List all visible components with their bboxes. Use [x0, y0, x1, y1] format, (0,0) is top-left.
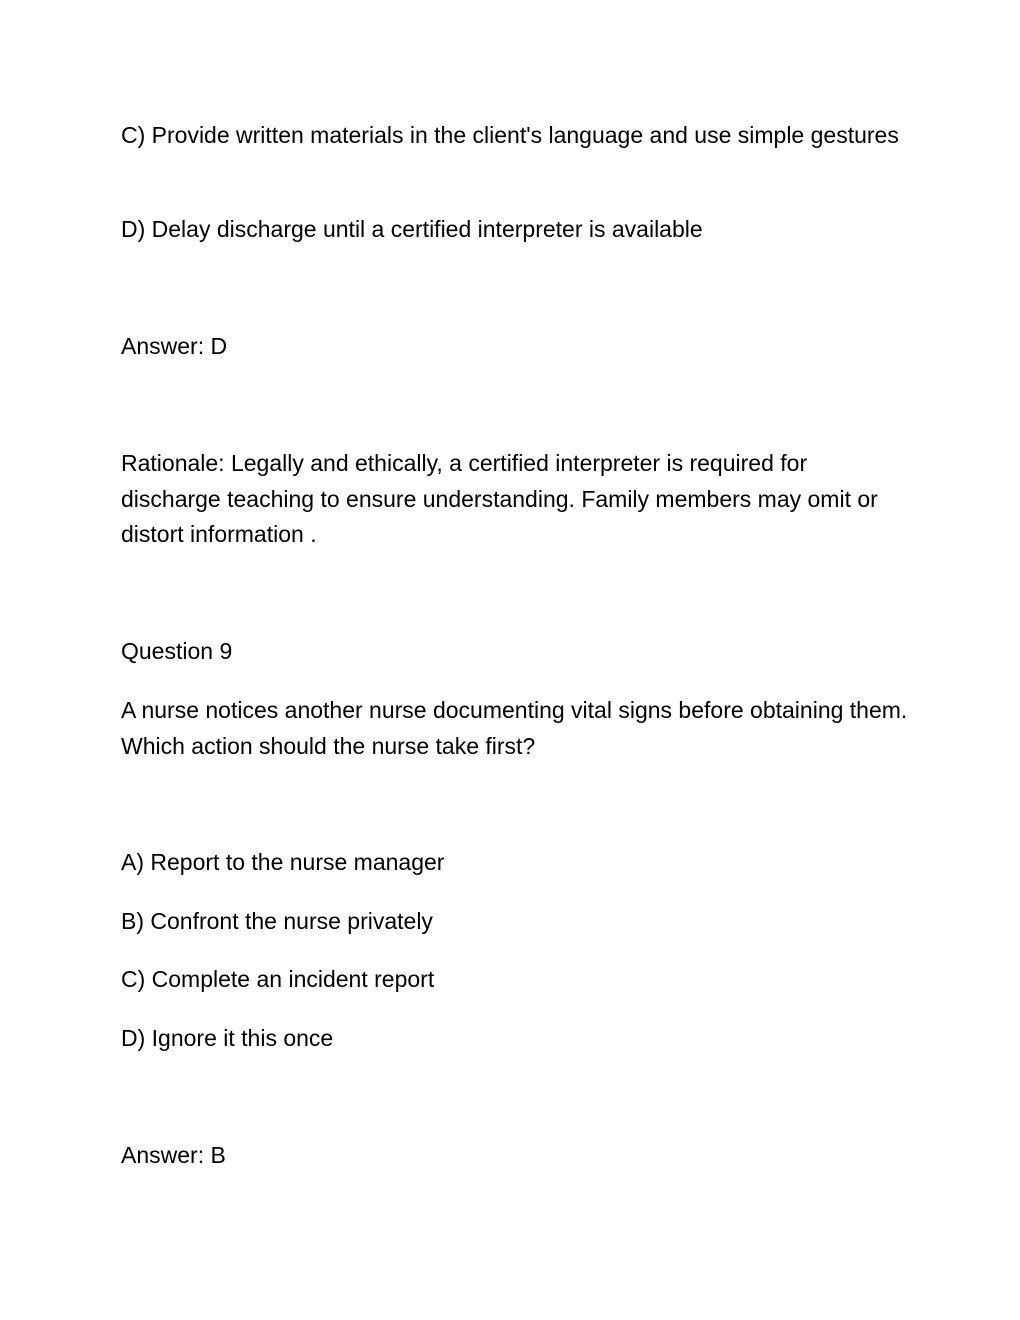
rationale-text: Rationale: Legally and ethically, a certified interpreter is required for discharge teaching to ensure understanding. Family members may omit or distort information .: [121, 450, 878, 547]
answer-text: Answer: D: [121, 333, 228, 359]
option-a-text: A) Report to the nurse manager: [121, 849, 445, 875]
question-heading: Question 9: [121, 638, 233, 664]
option-d-text: D) Ignore it this once: [121, 1025, 334, 1051]
option-d-text: D) Delay discharge until a certified interpreter is available: [121, 216, 703, 242]
question-stem: A nurse notices another nurse documenting vital signs before obtaining them. Which action should the nurse take first?: [121, 697, 908, 759]
option-c-text: C) Complete an incident report: [121, 966, 435, 992]
option-c-text: C) Provide written materials in the client's language and use simple gestures: [121, 122, 899, 148]
answer-text: Answer: B: [121, 1142, 226, 1168]
option-b-text: B) Confront the nurse privately: [121, 908, 433, 934]
